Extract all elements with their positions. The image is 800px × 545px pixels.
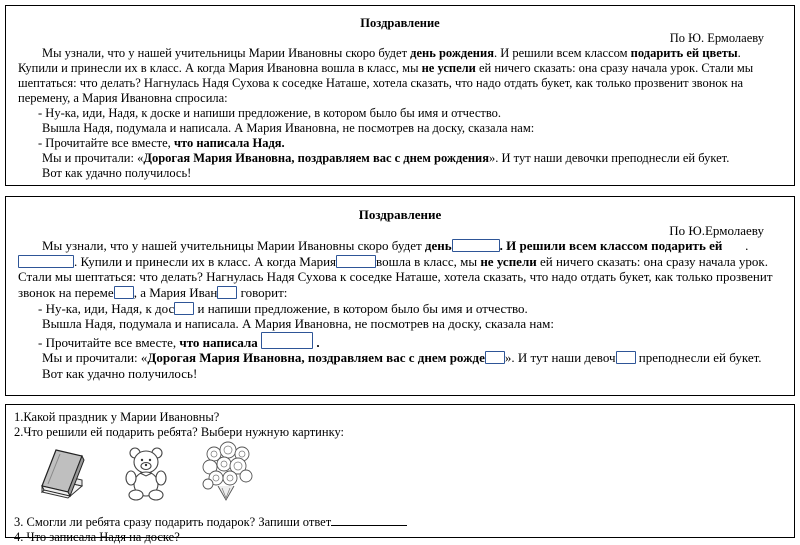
question-2: 2.Что решили ей подарить ребята? Выбери нужную картинку: — [14, 425, 345, 439]
text1-p1-segment: . И решили всем классом — [493, 46, 631, 60]
text1-p1-segment: ей ничего сказать: она сразу начала урок. Стали мы шептаться: что делать? Нагнулась Надя Сухова к соседке Наташе, хотела сказать, что надо отдать букет, как только прозвенит звонок на перемену, а Мария Ивановна спросила: — [18, 61, 754, 105]
gap-box-9[interactable] — [616, 351, 636, 364]
gap-box-1[interactable] — [452, 239, 500, 252]
gap-text-panel — [5, 196, 795, 396]
question-3: 3. Смогли ли ребята сразу подарить подарок? Запиши ответ — [14, 514, 786, 530]
text1-paragraph-1 — [18, 46, 782, 106]
gap-box-3[interactable] — [336, 255, 376, 268]
question-1: 1.Какой праздник у Марии Ивановны? — [14, 410, 220, 424]
flower-bouquet-icon[interactable] — [200, 440, 256, 506]
text2-paragraph-1: Мы узнали, что у нашей учительницы Марии Ивановны скоро будет день . И решили всем классом подарить ей . . Купили и принесли их в класс. А когда Мария вошла в класс, мы не успели ей ничего сказать: она сразу начала урок. Стали мы шептаться: что делать? Нагнулась Надя Сухова к соседке Наташе, хотела сказать, что надо отдать букет, как только прозвенит звонок на переме , а Мария Иван говорит: — [18, 238, 773, 300]
text1-p1-segment: не успели — [421, 61, 476, 75]
text1-paragraph-3: Мы и прочитали: «Дорогая Мария Ивановна, поздравляем вас с днем рождения». И тут наши девочки преподнесли ей букет. — [42, 151, 730, 165]
questions-panel — [5, 404, 795, 544]
gap-box-8[interactable] — [485, 351, 505, 364]
answer-line[interactable] — [331, 514, 407, 526]
text2-dialog-1: - Ну-ка, иди, Надя, к дос и напиши предложение, в котором было бы имя и отчество. — [38, 300, 528, 316]
text1-dialog-1: - Ну-ка, иди, Надя, к доске и напиши предложение, в котором было бы имя и отчество. — [38, 106, 502, 120]
text1-p1-segment: подарить ей цветы — [630, 46, 738, 60]
picture-choices — [24, 446, 786, 508]
text2-dialog-2: - Прочитайте все вместе, что написала . — [18, 332, 782, 351]
gap-box-7[interactable] — [261, 332, 313, 349]
text1-paragraph-2: Вышла Надя, подумала и написала. А Мария Ивановна, не посмотрев на доску, сказала нам: — [42, 121, 535, 135]
text1-title: Поздравление — [360, 16, 440, 30]
text2-paragraph-4: Вот как удачно получилось! — [42, 365, 198, 381]
question-4: 4. Что записала Надя на доске? — [14, 530, 180, 544]
book-icon[interactable] — [38, 446, 86, 500]
text2-paragraph-3: Мы и прочитали: «Дорогая Мария Ивановна, поздравляем вас с днем рожде ». И тут наши девоч преподнесли ей букет. — [42, 350, 762, 366]
original-text-panel — [5, 5, 795, 186]
text1-p1-segment: . Купили и принесли их в класс. А когда Мария Ивановна вошла в класс, мы — [18, 46, 741, 75]
text1-author: По Ю. Ермолаеву — [669, 31, 764, 45]
text1-p1-segment: Мы узнали, что у нашей учительницы Марии Ивановны скоро будет — [42, 46, 411, 60]
teddy-bear-icon[interactable] — [122, 446, 172, 502]
gap-box-4[interactable] — [114, 286, 134, 299]
text2-title: Поздравление — [358, 207, 442, 222]
gap-box-2[interactable] — [18, 255, 74, 268]
gap-box-5[interactable] — [217, 286, 237, 299]
gap-box-6[interactable] — [174, 302, 194, 315]
text2-author: По Ю.Ермолаеву — [669, 222, 764, 238]
text1-dialog-2: - Прочитайте все вместе, что написала Надя. — [38, 136, 285, 150]
text1-paragraph-4: Вот как удачно получилось! — [42, 166, 192, 180]
text2-paragraph-2: Вышла Надя, подумала и написала. А Мария Ивановна, не посмотрев на доску, сказала нам: — [42, 316, 554, 332]
text1-p1-segment: день рождения — [410, 46, 494, 60]
